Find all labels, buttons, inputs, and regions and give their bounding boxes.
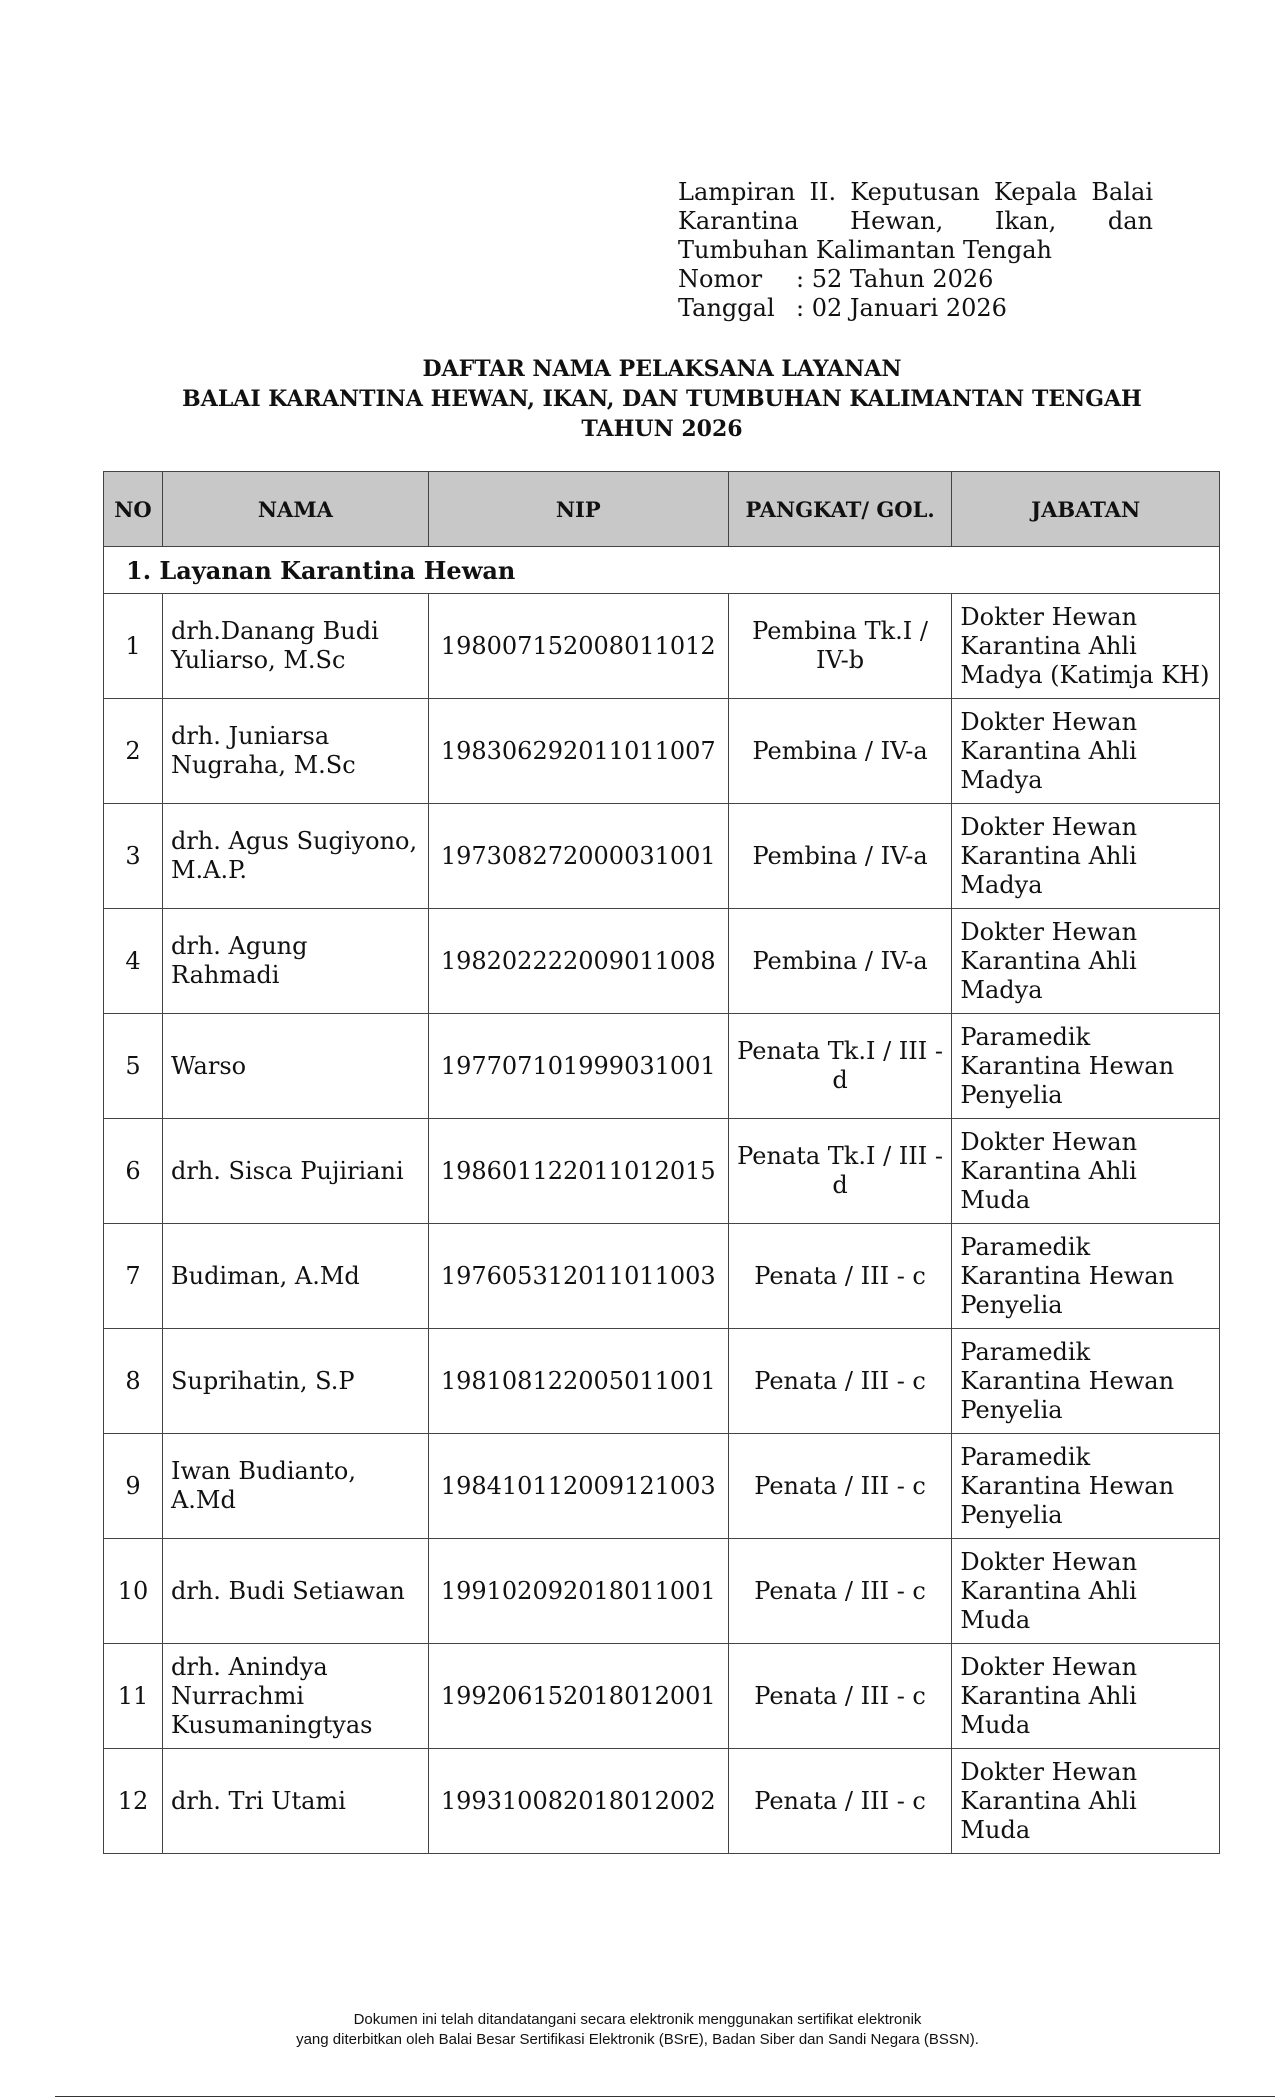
row-pangkat: Pembina / IV-a xyxy=(728,804,952,909)
row-jabatan: Paramedik Karantina Hewan Penyelia xyxy=(952,1014,1220,1119)
row-nama: drh. Juniarsa Nugraha, M.Sc xyxy=(162,699,428,804)
row-nip: 198202222009011008 xyxy=(428,909,728,1014)
footer-note xyxy=(0,2010,1275,2050)
row-no: 7 xyxy=(104,1224,163,1329)
row-nama: Warso xyxy=(162,1014,428,1119)
row-pangkat: Penata Tk.I / III - d xyxy=(728,1119,952,1224)
lampiran-line-1: Lampiran II. Keputusan Kepala Balai xyxy=(678,178,1153,206)
section-row xyxy=(104,547,1220,594)
row-pangkat: Penata / III - c xyxy=(728,1434,952,1539)
row-no: 8 xyxy=(104,1329,163,1434)
row-pangkat: Penata / III - c xyxy=(728,1224,952,1329)
row-no: 3 xyxy=(104,804,163,909)
row-nip: 198601122011012015 xyxy=(428,1119,728,1224)
row-pangkat: Penata Tk.I / III - d xyxy=(728,1014,952,1119)
nomor-row xyxy=(678,265,1153,294)
row-jabatan: Paramedik Karantina Hewan Penyelia xyxy=(952,1329,1220,1434)
row-no: 10 xyxy=(104,1539,163,1644)
lampiran-line-3: Tumbuhan Kalimantan Tengah xyxy=(678,236,1052,264)
table-row xyxy=(104,1644,1220,1749)
row-jabatan: Dokter Hewan Karantina Ahli Madya xyxy=(952,804,1220,909)
row-jabatan: Paramedik Karantina Hewan Penyelia xyxy=(952,1434,1220,1539)
row-nama: Budiman, A.Md xyxy=(162,1224,428,1329)
title-line-3: TAHUN 2026 xyxy=(581,416,743,442)
lampiran-line-2: Karantina Hewan, Ikan, dan xyxy=(678,207,1153,235)
table-row xyxy=(104,1014,1220,1119)
row-pangkat: Pembina / IV-a xyxy=(728,699,952,804)
row-pangkat: Pembina / IV-a xyxy=(728,909,952,1014)
row-no: 6 xyxy=(104,1119,163,1224)
row-nama: drh. Budi Setiawan xyxy=(162,1539,428,1644)
row-pangkat: Penata / III - c xyxy=(728,1539,952,1644)
row-nama: drh. Tri Utami xyxy=(162,1749,428,1854)
row-nip: 198410112009121003 xyxy=(428,1434,728,1539)
section-title: 1. Layanan Karantina Hewan xyxy=(104,547,1220,594)
row-nama: drh. Agus Sugiyono, M.A.P. xyxy=(162,804,428,909)
bottom-divider xyxy=(55,2096,1275,2097)
table-row xyxy=(104,909,1220,1014)
row-nip: 198007152008011012 xyxy=(428,594,728,699)
row-nip: 197605312011011003 xyxy=(428,1224,728,1329)
row-pangkat: Penata / III - c xyxy=(728,1329,952,1434)
row-jabatan: Dokter Hewan Karantina Ahli Madya xyxy=(952,699,1220,804)
row-nip: 199102092018011001 xyxy=(428,1539,728,1644)
header-jabatan: JABATAN xyxy=(952,472,1220,547)
row-no: 5 xyxy=(104,1014,163,1119)
table-row xyxy=(104,804,1220,909)
row-jabatan: Dokter Hewan Karantina Ahli Madya (Katimja KH) xyxy=(952,594,1220,699)
row-no: 12 xyxy=(104,1749,163,1854)
table-row xyxy=(104,1539,1220,1644)
header-no: NO xyxy=(104,472,163,547)
table-row xyxy=(104,1224,1220,1329)
row-no: 1 xyxy=(104,594,163,699)
title-line-1: DAFTAR NAMA PELAKSANA LAYANAN xyxy=(422,356,902,382)
pelaksana-table xyxy=(103,471,1220,1854)
tanggal-row xyxy=(678,294,1153,323)
document-title xyxy=(103,354,1221,444)
row-nip: 197308272000031001 xyxy=(428,804,728,909)
row-jabatan: Dokter Hewan Karantina Ahli Muda xyxy=(952,1539,1220,1644)
row-pangkat: Penata / III - c xyxy=(728,1644,952,1749)
row-nip: 199310082018012002 xyxy=(428,1749,728,1854)
row-nip: 199206152018012001 xyxy=(428,1644,728,1749)
row-nama: Iwan Budianto, A.Md xyxy=(162,1434,428,1539)
row-nip: 198108122005011001 xyxy=(428,1329,728,1434)
row-jabatan: Paramedik Karantina Hewan Penyelia xyxy=(952,1224,1220,1329)
footer-line-1: Dokumen ini telah ditandatangani secara elektronik menggunakan sertifikat elektronik xyxy=(353,2011,922,2028)
row-nama: drh.Danang Budi Yuliarso, M.Sc xyxy=(162,594,428,699)
row-pangkat: Pembina Tk.I / IV-b xyxy=(728,594,952,699)
table-row xyxy=(104,1119,1220,1224)
header-pangkat: PANGKAT/ GOL. xyxy=(728,472,952,547)
row-pangkat: Penata / III - c xyxy=(728,1749,952,1854)
lampiran-block xyxy=(678,178,1153,323)
footer-line-2: yang diterbitkan oleh Balai Besar Sertifikasi Elektronik (BSrE), Badan Siber dan Sandi Negara (BSSN). xyxy=(296,2031,979,2048)
header-nama: NAMA xyxy=(162,472,428,547)
row-nama: drh. Anindya Nurrachmi Kusumaningtyas xyxy=(162,1644,428,1749)
row-nama: drh. Agung Rahmadi xyxy=(162,909,428,1014)
table-row xyxy=(104,1329,1220,1434)
table-row xyxy=(104,1749,1220,1854)
row-no: 11 xyxy=(104,1644,163,1749)
row-no: 9 xyxy=(104,1434,163,1539)
row-nama: drh. Sisca Pujiriani xyxy=(162,1119,428,1224)
row-nama: Suprihatin, S.P xyxy=(162,1329,428,1434)
row-jabatan: Dokter Hewan Karantina Ahli Muda xyxy=(952,1119,1220,1224)
title-line-2: BALAI KARANTINA HEWAN, IKAN, DAN TUMBUHAN KALIMANTAN TENGAH xyxy=(182,386,1142,412)
tanggal-value: : 02 Januari 2026 xyxy=(796,294,1007,322)
table-row xyxy=(104,1434,1220,1539)
nomor-value: : 52 Tahun 2026 xyxy=(796,265,994,293)
row-no: 2 xyxy=(104,699,163,804)
table-header-row xyxy=(104,472,1220,547)
row-jabatan: Dokter Hewan Karantina Ahli Muda xyxy=(952,1644,1220,1749)
row-no: 4 xyxy=(104,909,163,1014)
table-row xyxy=(104,699,1220,804)
row-nip: 197707101999031001 xyxy=(428,1014,728,1119)
row-nip: 198306292011011007 xyxy=(428,699,728,804)
nomor-label: Nomor xyxy=(678,265,763,293)
row-jabatan: Dokter Hewan Karantina Ahli Muda xyxy=(952,1749,1220,1854)
header-nip: NIP xyxy=(428,472,728,547)
tanggal-label: Tanggal xyxy=(678,294,775,322)
row-jabatan: Dokter Hewan Karantina Ahli Madya xyxy=(952,909,1220,1014)
table-row xyxy=(104,594,1220,699)
